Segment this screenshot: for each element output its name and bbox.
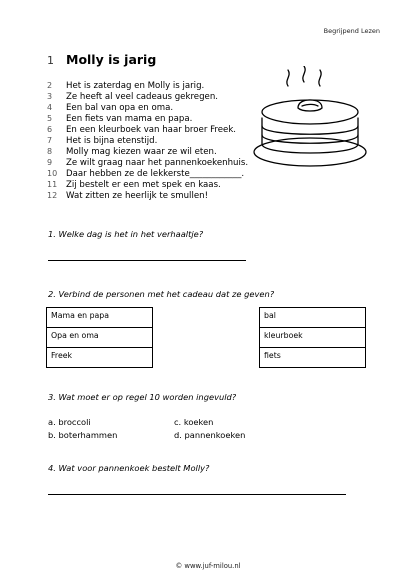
person-cell[interactable]: Freek bbox=[51, 351, 73, 360]
story-line: Een bal van opa en oma. bbox=[66, 103, 174, 113]
title-line-number: 1 bbox=[47, 54, 54, 67]
answer-line-1[interactable] bbox=[48, 260, 246, 261]
answer-line-4[interactable] bbox=[48, 494, 346, 495]
story-line: Zij bestelt er een met spek en kaas. bbox=[66, 180, 221, 190]
option-d[interactable]: d. pannenkoeken bbox=[174, 430, 246, 440]
option-a[interactable]: a. broccoli bbox=[48, 417, 91, 427]
footer-copyright: © www.juf-milou.nl bbox=[175, 562, 241, 570]
pancake-stack-illustration bbox=[250, 66, 370, 172]
story-line: Daar hebben ze de lekkerste____________. bbox=[66, 169, 245, 179]
question-3: 3. Wat moet er op regel 10 worden ingevuld? bbox=[48, 392, 237, 402]
story-line: Molly mag kiezen waar ze wil eten. bbox=[66, 147, 217, 157]
category-label: Begrijpend Lezen bbox=[323, 27, 380, 35]
story-line: Een fiets van mama en papa. bbox=[66, 114, 193, 124]
story-title: Molly is jarig bbox=[66, 52, 157, 67]
steam-icon bbox=[287, 70, 289, 86]
option-c[interactable]: c. koeken bbox=[174, 417, 214, 427]
question-1: 1. Welke dag is het in het verhaaltje? bbox=[48, 229, 204, 239]
line-number: 9 bbox=[47, 158, 53, 167]
option-b[interactable]: b. boterhammen bbox=[48, 430, 118, 440]
person-cell[interactable]: Opa en oma bbox=[47, 328, 152, 348]
line-number: 5 bbox=[47, 114, 53, 123]
persons-table bbox=[46, 307, 153, 368]
line-number: 2 bbox=[47, 81, 53, 90]
question-4: 4. Wat voor pannenkoek bestelt Molly? bbox=[48, 463, 210, 473]
story-line: Wat zitten ze heerlijk te smullen! bbox=[66, 191, 209, 201]
story-line: Ze wilt graag naar het pannenkoekenhuis. bbox=[66, 158, 249, 168]
plate-icon bbox=[254, 138, 366, 166]
question-2: 2. Verbind de personen met het cadeau dat ze geven? bbox=[48, 289, 275, 299]
person-cell[interactable]: Mama en papa bbox=[47, 308, 152, 328]
line-number: 12 bbox=[47, 191, 58, 200]
line-number: 8 bbox=[47, 147, 53, 156]
gift-cell[interactable]: bal bbox=[260, 308, 365, 328]
gift-cell[interactable]: kleurboek bbox=[260, 328, 365, 348]
line-number: 10 bbox=[47, 169, 58, 178]
line-number: 11 bbox=[47, 180, 58, 189]
story-line: Het is bijna etenstijd. bbox=[66, 136, 158, 146]
gift-cell[interactable]: fiets bbox=[264, 351, 281, 360]
line-number: 6 bbox=[47, 125, 53, 134]
story-line: Ze heeft al veel cadeaus gekregen. bbox=[66, 92, 218, 102]
story-line: Het is zaterdag en Molly is jarig. bbox=[66, 81, 205, 91]
line-number: 4 bbox=[47, 103, 53, 112]
story-line: En een kleurboek van haar broer Freek. bbox=[66, 125, 237, 135]
line-number: 7 bbox=[47, 136, 53, 145]
gifts-table bbox=[259, 307, 366, 368]
line-number: 3 bbox=[47, 92, 53, 101]
